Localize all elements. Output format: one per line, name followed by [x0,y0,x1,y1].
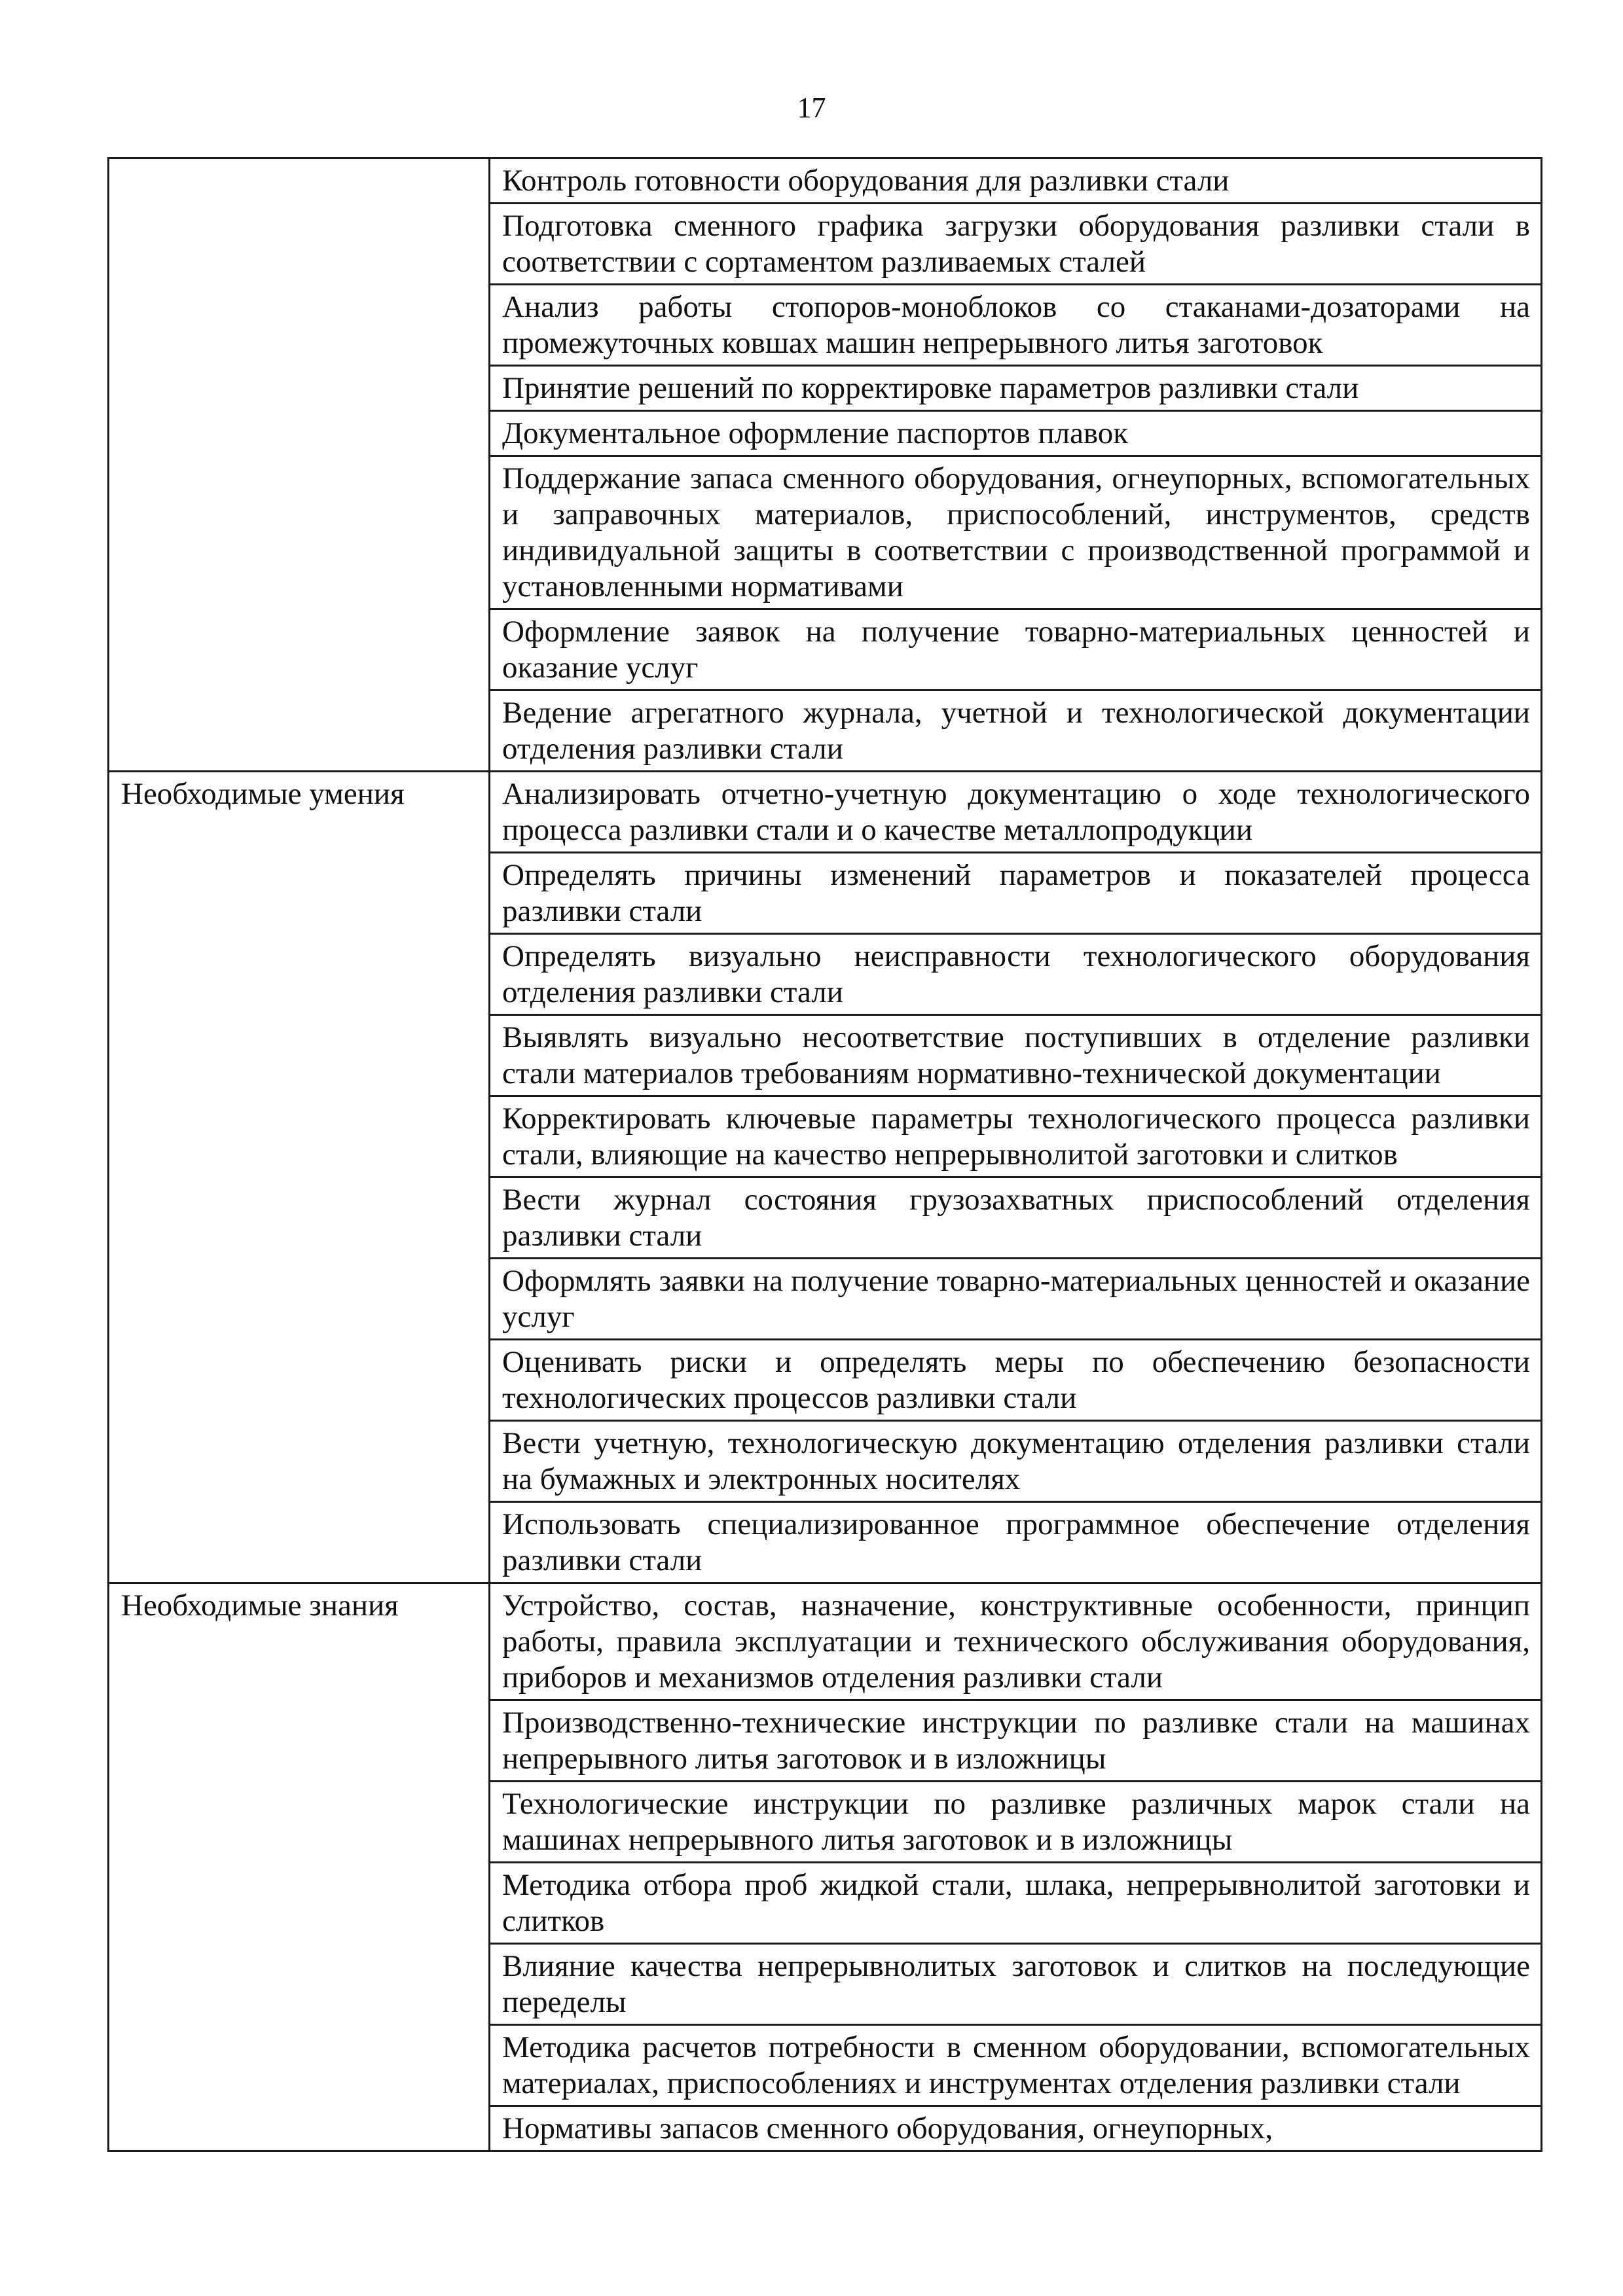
requirement-item: Устройство, состав, назначение, конструктивные особенности, принцип работы, правила эксплуатации и технического обслуживания оборудования, приборов и механизмов отделения разливки стали [490,1583,1542,1700]
requirement-item: Вести учетную, технологическую документацию отделения разливки стали на бумажных и электронных носителях [490,1421,1542,1502]
section-label: Необходимые умения [109,772,490,1583]
requirement-item: Оформлять заявки на получение товарно-материальных ценностей и оказание услуг [490,1259,1542,1340]
table-row [109,158,1542,204]
requirement-item: Технологические инструкции по разливке различных марок стали на машинах непрерывного литья заготовок и в изложницы [490,1782,1542,1863]
requirement-item: Влияние качества непрерывнолитых заготовок и слитков на последующие переделы [490,1944,1542,2025]
table-body [109,158,1542,2151]
competency-table [107,157,1542,2152]
requirement-item: Подготовка сменного графика загрузки оборудования разливки стали в соответствии с сортаментом разливаемых сталей [490,204,1542,285]
page-number: 17 [797,92,826,124]
section-label: Необходимые знания [109,1583,490,2151]
requirement-item: Корректировать ключевые параметры технологического процесса разливки стали, влияющие на качество непрерывнолитой заготовки и слитков [490,1096,1542,1177]
requirement-item: Документальное оформление паспортов плавок [490,411,1542,456]
requirement-item: Оценивать риски и определять меры по обеспечению безопасности технологических процессов разливки стали [490,1340,1542,1421]
requirement-item: Оформление заявок на получение товарно-материальных ценностей и оказание услуг [490,609,1542,691]
requirement-item: Методика расчетов потребности в сменном оборудовании, вспомогательных материалах, приспособлениях и инструментах отделения разливки стали [490,2025,1542,2106]
requirement-item: Анализировать отчетно-учетную документацию о ходе технологического процесса разливки стали и о качестве металлопродукции [490,772,1542,853]
requirement-item: Нормативы запасов сменного оборудования, огнеупорных, [490,2106,1542,2151]
requirement-item: Использовать специализированное программное обеспечение отделения разливки стали [490,1502,1542,1583]
requirement-item: Ведение агрегатного журнала, учетной и технологической документации отделения разливки стали [490,691,1542,772]
requirement-item: Принятие решений по корректировке параметров разливки стали [490,366,1542,411]
requirement-item: Анализ работы стопоров-моноблоков со стаканами-дозаторами на промежуточных ковшах машин непрерывного литья заготовок [490,285,1542,366]
requirement-item: Методика отбора проб жидкой стали, шлака, непрерывнолитой заготовки и слитков [490,1863,1542,1944]
requirement-item: Производственно-технические инструкции по разливке стали на машинах непрерывного литья заготовок и в изложницы [490,1700,1542,1782]
requirement-item: Определять причины изменений параметров и показателей процесса разливки стали [490,853,1542,934]
section-label [109,158,490,772]
requirement-item: Выявлять визуально несоответствие поступивших в отделение разливки стали материалов требованиям нормативно-технической документации [490,1015,1542,1096]
requirement-item: Поддержание запаса сменного оборудования, огнеупорных, вспомогательных и заправочных материалов, приспособлений, инструментов, средств индивидуальной защиты в соответствии с производственной программой и установленными нормативами [490,456,1542,609]
table-row [109,772,1542,853]
table-row [109,1583,1542,1700]
requirement-item: Определять визуально неисправности технологического оборудования отделения разливки стали [490,934,1542,1015]
requirement-item: Контроль готовности оборудования для разливки стали [490,158,1542,204]
requirement-item: Вести журнал состояния грузозахватных приспособлений отделения разливки стали [490,1177,1542,1259]
